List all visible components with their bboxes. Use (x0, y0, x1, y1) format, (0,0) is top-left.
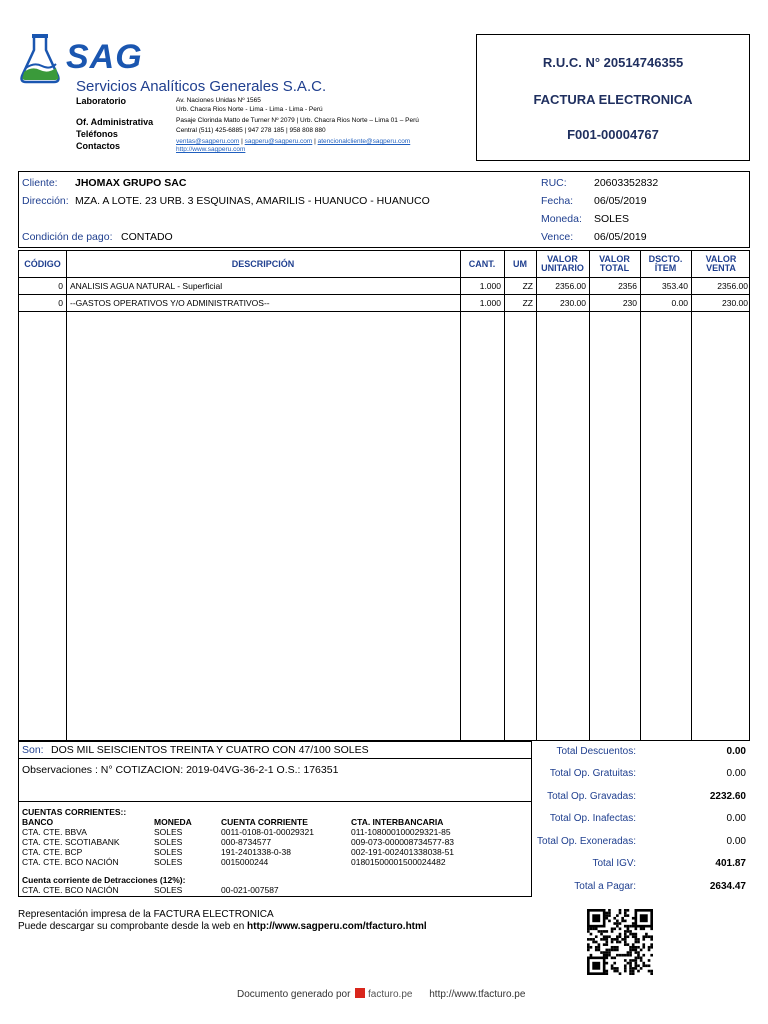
client-box (18, 171, 750, 248)
footer-line-1: Representación impresa de la FACTURA ELECTRONICA (18, 909, 274, 920)
total-label: Total Op. Inafectas: (549, 813, 636, 824)
invoice-ruc: R.U.C. N° 20514746355 (542, 55, 684, 70)
direccion-label: Dirección: (22, 195, 69, 207)
email-atencion-link[interactable]: atencionalcliente@sagperu.com (317, 138, 411, 145)
bank-currency: SOLES (154, 857, 183, 867)
row-um: ZZ (522, 298, 533, 308)
fecha-value: 06/05/2019 (594, 195, 647, 207)
ruc-label: RUC: (541, 177, 567, 189)
header-dscto-l1: DSCTO. (648, 254, 683, 264)
oficina-address: Pasaje Clorinda Matto de Turner Nº 2079 | Urb. Chacra Rios Norte – Lima 01 – Perú (176, 117, 419, 124)
son-label: Son: (22, 744, 44, 756)
row-valor-unitario: 230.00 (560, 298, 586, 308)
bank-account: 0015000244 (221, 857, 269, 867)
son-box (18, 741, 532, 759)
fecha-label: Fecha: (541, 195, 574, 207)
generated-by (237, 988, 525, 1000)
detracciones-bank: CTA. CTE. BCO NACIÓN (22, 885, 119, 895)
header-codigo: CÓDIGO (24, 259, 61, 269)
row-valor-venta: 230.00 (722, 298, 748, 308)
row-codigo: 0 (58, 298, 63, 308)
condicion-label: Condición de pago: (22, 231, 113, 243)
total-value: 2232.60 (709, 791, 746, 802)
total-label: Total Op. Gratuitas: (549, 768, 636, 779)
row-codigo: 0 (58, 281, 63, 291)
bank-name: CTA. CTE. BBVA (22, 827, 87, 837)
logo-text: SAG (66, 38, 143, 76)
row-cant: 1.000 (479, 298, 501, 308)
total-value: 2634.47 (709, 881, 746, 892)
moneda-label: Moneda: (541, 213, 582, 225)
bank-header-cuenta: CUENTA CORRIENTE (221, 817, 308, 827)
bank-name: CTA. CTE. BCO NACIÓN (22, 857, 119, 867)
total-label: Total Op. Gravadas: (547, 791, 636, 802)
total-value: 0.00 (726, 813, 746, 824)
header-valor-unitario (536, 255, 589, 273)
observaciones-box (18, 758, 532, 802)
facturo-brand: facturo.pe (367, 989, 413, 1000)
bank-account: 000-8734577 (221, 837, 272, 847)
total-value: 0.00 (726, 746, 746, 757)
moneda-value: SOLES (594, 213, 630, 225)
footer-line-2-prefix: Puede descargar su comprobante desde la web en (18, 921, 248, 932)
bank-box (18, 801, 532, 897)
bank-name: CTA. CTE. BCP (22, 847, 83, 857)
detracciones-title: Cuenta corriente de Detracciones (12%): (22, 875, 186, 885)
total-label: Total Descuentos: (556, 746, 636, 757)
direccion-value: MZA. A LOTE. 23 URB. 3 ESQUINAS, AMARILIS - HUANUCO - HUANUCO (75, 195, 430, 207)
contact-emails: ventas@sagperu.com | sagperu@sagperu.com | atencionalcliente@sagperu.com (176, 138, 411, 145)
items-table (18, 250, 750, 741)
bank-header-cci: CTA. INTERBANCARIA (351, 817, 444, 827)
web-wrapper (176, 146, 245, 153)
bank-currency: SOLES (154, 837, 183, 847)
bank-cci: 002-191-002401338038-51 (351, 847, 455, 857)
facturo-logo-icon (355, 988, 365, 998)
header-dscto-l2: ÍTEM (654, 263, 677, 273)
bank-header-banco: BANCO (22, 817, 54, 827)
invoice-box (476, 34, 750, 161)
header-valor-total-l2: TOTAL (599, 263, 630, 273)
row-um: ZZ (522, 281, 533, 291)
header-valor-venta-l1: VALOR (705, 254, 737, 264)
company-logo (20, 32, 170, 84)
cliente-value: JHOMAX GRUPO SAC (75, 177, 187, 189)
detracciones-currency: SOLES (154, 885, 183, 895)
telefonos-value: Central (511) 425-6885 | 947 278 185 | 958 808 880 (176, 127, 326, 134)
bank-account: 191-2401338-0-38 (221, 847, 291, 857)
telefonos-label: Teléfonos (76, 129, 118, 139)
total-label: Total a Pagar: (574, 881, 636, 892)
header-valor-total (589, 255, 640, 273)
observaciones-text: Observaciones : N° COTIZACION: 2019-04VG-36-2-1 O.S.: 176351 (22, 764, 339, 776)
oficina-label: Of. Administrativa (76, 117, 154, 127)
generated-prefix: Documento generado por (237, 989, 351, 1000)
bank-currency: SOLES (154, 827, 183, 837)
detracciones-account: 00-021-007587 (221, 885, 279, 895)
email-sagperu-link[interactable]: sagperu@sagperu.com (244, 138, 313, 145)
row-dscto: 353.40 (662, 281, 688, 291)
bank-currency: SOLES (154, 847, 183, 857)
footer-download-link[interactable]: http://www.sagperu.com/tfacturo.html (247, 921, 427, 932)
row-valor-unitario: 2356.00 (555, 281, 586, 291)
bank-cci: 009-073-000008734577-83 (351, 837, 455, 847)
generated-url[interactable]: http://www.tfacturo.pe (429, 989, 526, 1000)
row-dscto: 0.00 (671, 298, 688, 308)
son-value: DOS MIL SEISCIENTOS TREINTA Y CUATRO CON 47/100 SOLES (51, 744, 369, 756)
header-valor-venta-l2: VENTA (706, 263, 736, 273)
company-name: Servicios Analíticos Generales S.A.C. (76, 78, 327, 95)
company-web-link[interactable]: http://www.sagperu.com (176, 146, 246, 153)
invoice-type: FACTURA ELECTRONICA (533, 92, 693, 107)
total-label: Total Op. Exoneradas: (537, 836, 636, 847)
header-valor-unitario-l1: VALOR (547, 254, 578, 264)
row-descripcion: ANALISIS AGUA NATURAL - Superficial (70, 281, 223, 291)
total-value: 0.00 (726, 768, 746, 779)
qr-code-icon (585, 909, 655, 975)
qr-code (585, 909, 655, 975)
cliente-label: Cliente: (22, 177, 58, 189)
header-valor-unitario-l2: UNITARIO (541, 263, 584, 273)
bank-cci: 011-108000100029321-85 (351, 827, 451, 837)
total-value: 0.00 (726, 836, 746, 847)
laboratorio-address-2: Urb. Chacra Rios Norte - Lima - Lima - Lima - Perú (176, 106, 323, 113)
contactos-label: Contactos (76, 141, 121, 151)
row-cant: 1.000 (479, 281, 501, 291)
email-ventas-link[interactable]: ventas@sagperu.com (176, 138, 240, 145)
header-descripcion: DESCRIPCIÓN (231, 259, 295, 269)
vence-value: 06/05/2019 (594, 231, 647, 243)
header-valor-total-l1: VALOR (599, 254, 630, 264)
header-dscto (640, 255, 691, 273)
header-valor-venta (691, 255, 751, 273)
laboratorio-address-1: Av. Naciones Unidas Nº 1565 (176, 97, 261, 104)
vence-label: Vence: (541, 231, 574, 243)
row-valor-total: 2356 (618, 281, 637, 291)
ruc-value: 20603352832 (594, 177, 659, 189)
laboratorio-label: Laboratorio (76, 96, 127, 106)
invoice-number: F001-00004767 (567, 127, 659, 142)
bank-account: 0011-0108-01-00029321 (221, 827, 314, 837)
row-descripcion: --GASTOS OPERATIVOS Y/O ADMINISTRATIVOS-- (70, 298, 270, 308)
header-um: UM (513, 259, 527, 269)
condicion-value: CONTADO (121, 231, 173, 243)
bank-header-moneda: MONEDA (154, 817, 192, 827)
bank-title: CUENTAS CORRIENTES:: (22, 807, 127, 817)
header-cant: CANT. (468, 259, 496, 269)
row-valor-total: 230 (622, 298, 637, 308)
bank-cci: 01801500001500024482 (351, 857, 446, 867)
footer-line-2 (18, 921, 427, 932)
total-value: 401.87 (715, 858, 746, 869)
total-label: Total IGV: (592, 858, 636, 869)
bank-name: CTA. CTE. SCOTIABANK (22, 837, 120, 847)
row-valor-venta: 2356.00 (717, 281, 748, 291)
